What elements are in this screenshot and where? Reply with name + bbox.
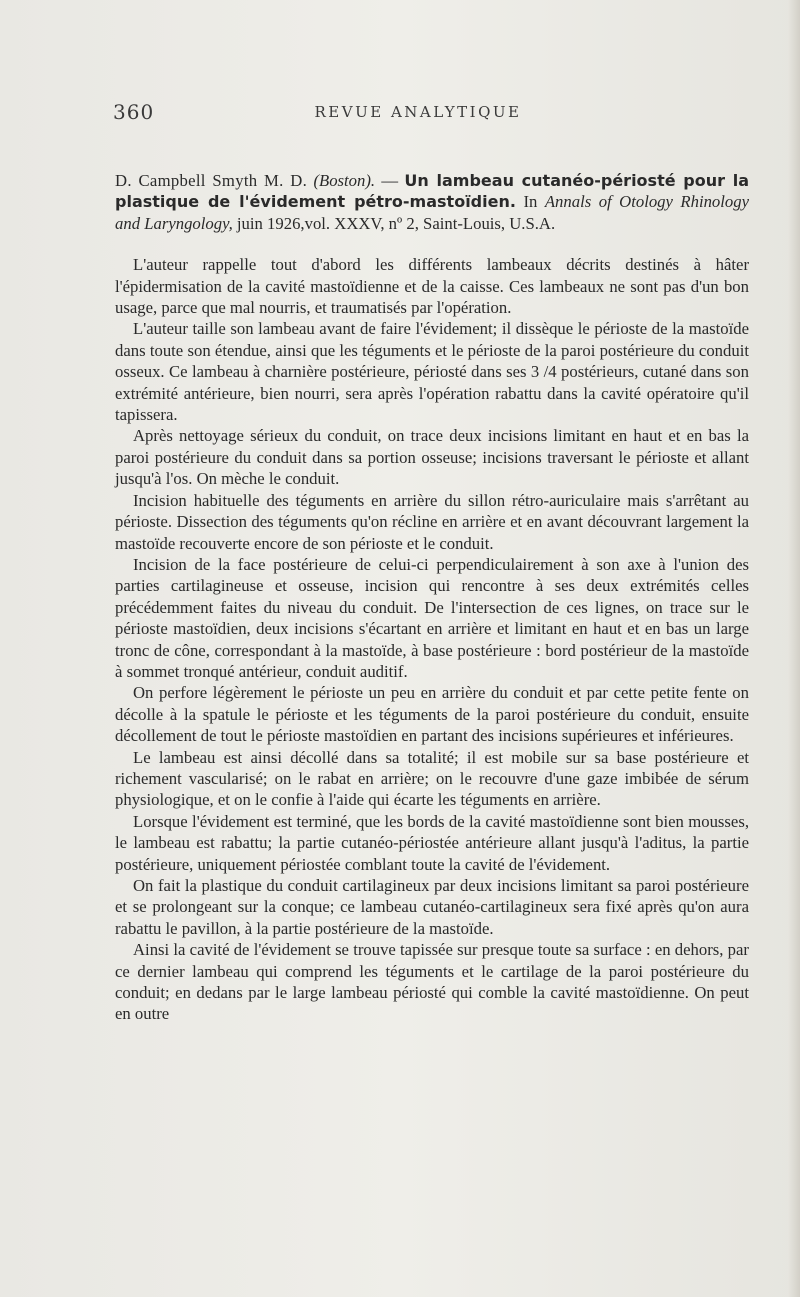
running-head: REVUE ANALYTIQUE xyxy=(314,103,522,121)
citation-details: juin 1926,vol. XXXV, nº 2, Saint-Louis, U.S.A. xyxy=(232,213,556,233)
citation-title: Un lambeau cutanéo-périosté pour la plastique de l'évidement pétro-mastoïdien. xyxy=(115,171,750,212)
paragraph: Incision habituelle des téguments en arrière du sillon rétro-auriculaire mais s'arrêtant au périoste. Dissection des téguments qu'on récline en arrière et en avant découvrant largement la mastoïde recouverte encore de son périoste et le conduit. xyxy=(115,490,749,553)
paragraph: Ainsi la cavité de l'évidement se trouve tapissée sur presque toute sa surface : en dehors, par ce dernier lambeau qui comprend les téguments et le cartilage de la paroi postérieure du conduit; en dedans par le large lambeau périosté qui comble la cavité mastoïdienne. On peut en outre xyxy=(115,940,749,1024)
article-body xyxy=(115,170,749,1025)
paragraph: Après nettoyage sérieux du conduit, on trace deux incisions limitant en haut et en bas la paroi postérieure du conduit dans sa portion osseuse; incisions traversant le périoste et allant jusqu'à l'os. On mèche le conduit. xyxy=(115,426,749,489)
paragraph: Le lambeau est ainsi décollé dans sa totalité; il est mobile sur sa base postérieure et richement vascularisé; on le rabat en arrière; on le recouvre d'une gaze imbibée de sérum physiologique, et on le confie à l'aide qui écarte les téguments en arrière. xyxy=(115,747,749,810)
paragraph: L'auteur rappelle tout d'abord les différents lambeaux décrits destinés à hâter l'épidermisation de la cavité mastoïdienne et de la caisse. Ces lambeaux ne sont pas d'un bon usage, parce que mal nourris, et traumatisés par l'opération. xyxy=(115,255,749,318)
paragraph: L'auteur taille son lambeau avant de faire l'évidement; il dissèque le périoste de la mastoïde dans toute son étendue, ainsi que les téguments et le périoste de la paroi postérieure du conduit osseux. Ce lambeau à charnière postérieure, périosté dans ses 3 /4 postérieurs, cutané dans son extrémité antérieure, bien nourri, sera après l'opération rabattu dans la cavité opératoire qu'il tapissera. xyxy=(115,319,749,425)
citation-separator: — xyxy=(375,171,405,190)
citation xyxy=(115,170,749,234)
paragraph: Incision de la face postérieure de celui-ci perpendiculairement à son axe à l'union des parties cartilagineuse et osseuse, incision qui rencontre à ses deux extrémités celles précédemment faites du niveau du conduit. De l'intersection de ces lignes, on trace sur le périoste mastoïdien, deux incisions s'écartant en arrière et limitant en haut et en bas un large tronc de cône, correspondant à la mastoïde, à base postérieure : bord postérieur de la mastoïde à sommet tronqué antérieur, conduit auditif. xyxy=(115,554,749,681)
paragraph: On fait la plastique du conduit cartilagineux par deux incisions limitant sa paroi postérieure et se prolongeant sur la conque; ce lambeau cutanéo-cartilagineux sera fixé après qu'on aura rabattu le pavillon, à la partie postérieure de la mastoïde. xyxy=(115,876,749,938)
citation-journal: Annals of Otology Rhinology and Laryngology, xyxy=(115,192,750,233)
paragraph: On perfore légèrement le périoste un peu en arrière du conduit et par cette petite fente on décolle à la spatule le périoste et les téguments de la paroi postérieure du conduit, ensuite décollement de tout le périoste mastoïdien en partant des incisions supérieures et inférieures. xyxy=(115,683,749,746)
page-number: 360 xyxy=(113,100,155,124)
citation-in-label: In xyxy=(523,192,545,212)
page-edge-shadow xyxy=(788,0,800,1297)
citation-location: (Boston). xyxy=(313,171,376,190)
paragraph: Lorsque l'évidement est terminé, que les bords de la cavité mastoïdienne sont bien mousses, le lambeau est rabattu; la partie cutanéo-périostée antérieure allant jusqu'à l'aditus, la partie postérieure, uniquement périostée comblant toute la cavité de l'évidement. xyxy=(115,811,749,874)
citation-author: D. Campbell Smyth M. D. xyxy=(115,171,308,190)
